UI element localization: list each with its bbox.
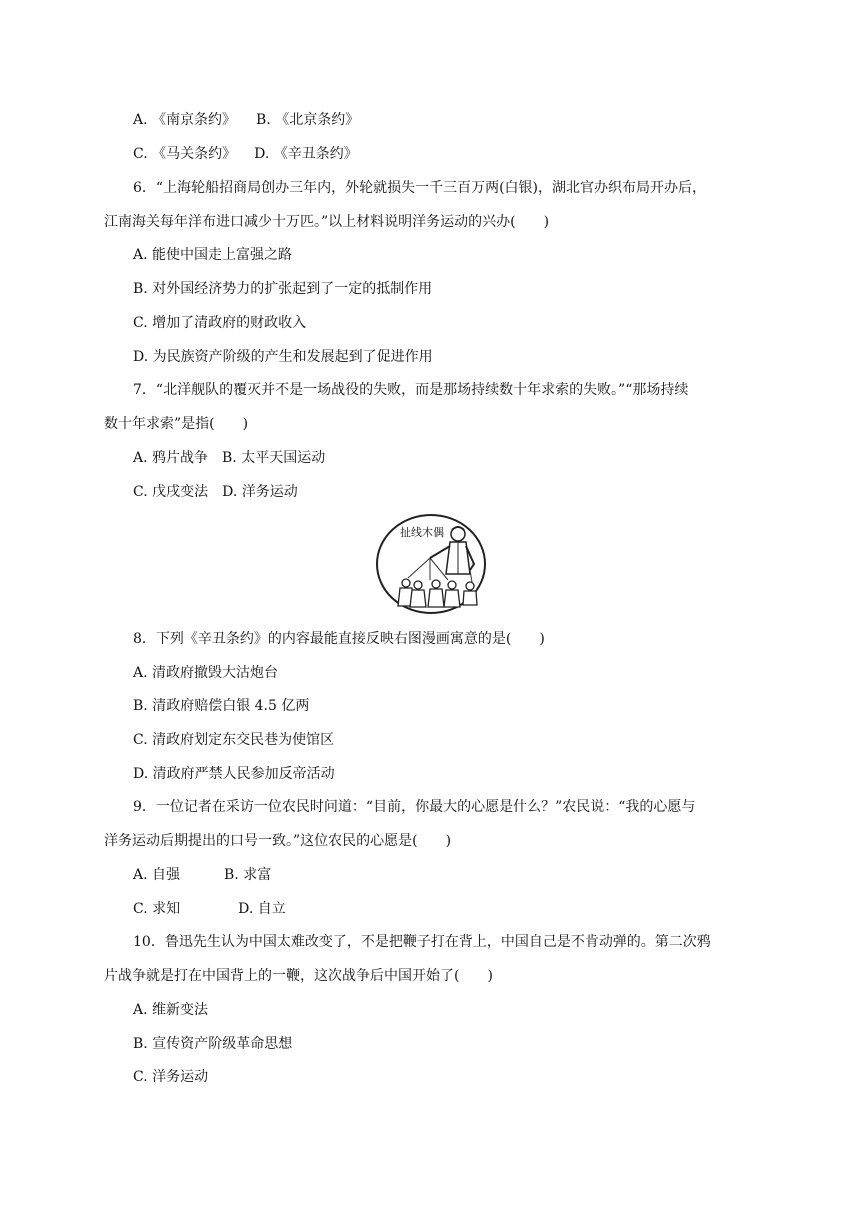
q8-option-a: A. 清政府撤毁大沽炮台 <box>133 665 279 681</box>
q10-option-c: C. 洋务运动 <box>133 1069 209 1085</box>
q9-option-a: A. 自强 <box>133 867 181 883</box>
q6-stem-line-1: 6．“上海轮船招商局创办三年内，外轮就损失一千三百万两(白银)，湖北官办织布局开办后， <box>133 180 706 196</box>
q7-option-d: D. 洋务运动 <box>222 484 298 500</box>
q6-option-d: D. 为民族资产阶级的产生和发展起到了促进作用 <box>133 349 433 365</box>
q5-option-b: B. 《北京条约》 <box>256 112 360 128</box>
q10-option-a: A. 维新变法 <box>133 1002 209 1018</box>
q9-stem-line-1: 9．一位记者在采访一位农民时问道：“目前，你最大的心愿是什么？”农民说：“我的心愿与 <box>133 799 696 815</box>
q9-option-b: B. 求富 <box>224 867 272 883</box>
q5-options-row-2 <box>133 144 358 164</box>
q7-stem-line-1: 7．“北洋舰队的覆灭并不是一场战役的失败，而是那场持续数十年求索的失败。”“那场持续 <box>133 382 689 398</box>
q7-option-a: A. 鸦片战争 <box>133 450 209 466</box>
q6-option-a: A. 能使中国走上富强之路 <box>133 247 293 263</box>
q9-option-c: C. 求知 <box>133 901 181 917</box>
q5-option-a: A. 《南京条约》 <box>133 112 237 128</box>
q9-options-row-1 <box>133 865 271 885</box>
q8-stem: 8．下列《辛丑条约》的内容最能直接反映右图漫画寓意的是( ) <box>133 631 545 647</box>
q7-options-row-1 <box>133 448 325 468</box>
q7-options-row-2 <box>133 482 298 502</box>
q5-option-d: D. 《辛丑条约》 <box>254 146 358 162</box>
q10-option-b: B. 宣传资产阶级革命思想 <box>133 1036 293 1052</box>
q6-option-b: B. 对外国经济势力的扩张起到了一定的抵制作用 <box>133 281 433 297</box>
q9-option-d: D. 自立 <box>238 901 286 917</box>
q10-stem-line-1: 10．鲁迅先生认为中国太难改变了，不是把鞭子打在背上，中国自己是不肯动弹的。第二次鸦 <box>133 934 711 950</box>
q7-option-b: B. 太平天国运动 <box>222 450 326 466</box>
cartoon-caption: 扯线木偶 <box>400 526 444 539</box>
q8-option-b: B. 清政府赔偿白银 4.5 亿两 <box>133 698 310 714</box>
puppet-cartoon-image <box>374 512 488 616</box>
q6-stem-line-2: 江南海关每年洋布进口减少十万匹。”以上材料说明洋务运动的兴办( ) <box>104 214 550 230</box>
q5-option-c: C. 《马关条约》 <box>133 146 237 162</box>
q8-option-c: C. 清政府划定东交民巷为使馆区 <box>133 732 335 748</box>
q8-option-d: D. 清政府严禁人民参加反帝活动 <box>133 766 335 782</box>
q9-options-row-2 <box>133 899 286 919</box>
q10-stem-line-2: 片战争就是打在中国背上的一鞭，这次战争后中国开始了( ) <box>104 968 493 984</box>
puppet-cartoon-drawing <box>374 512 488 616</box>
q7-option-c: C. 戊戌变法 <box>133 484 209 500</box>
q9-stem-line-2: 洋务运动后期提出的口号一致。”这位农民的心愿是( ) <box>104 833 452 849</box>
q7-stem-line-2: 数十年求索”是指( ) <box>104 416 249 432</box>
q6-option-c: C. 增加了清政府的财政收入 <box>133 315 307 331</box>
q5-options-row-1 <box>133 110 359 130</box>
